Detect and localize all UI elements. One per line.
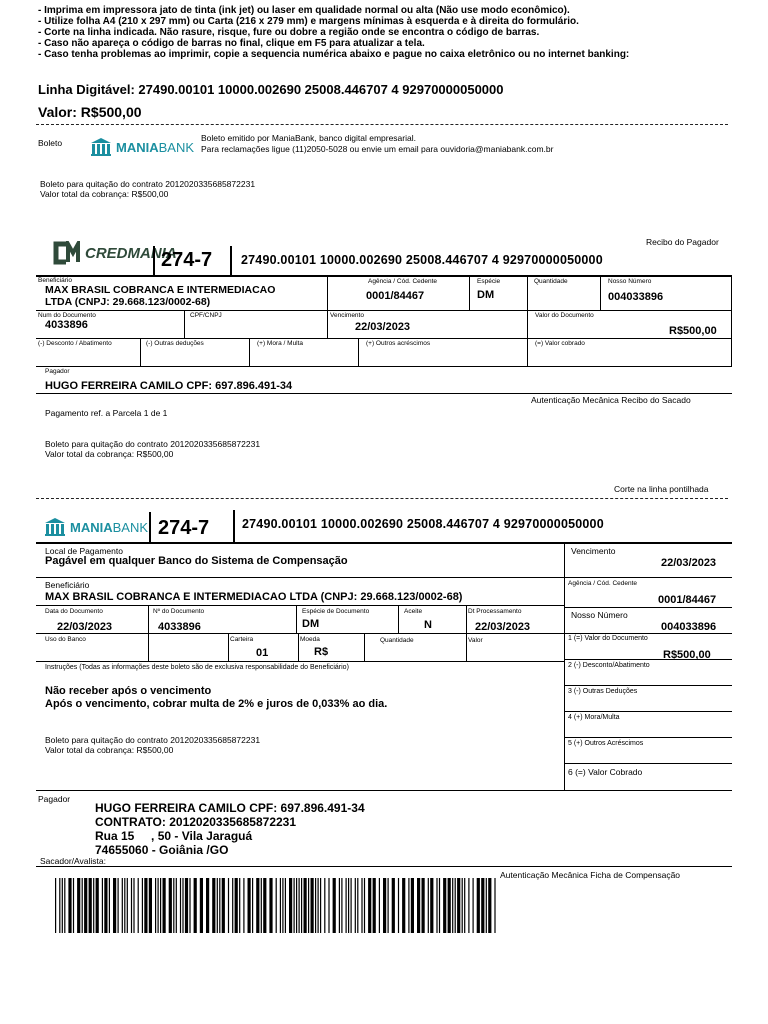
barcode-bar [263, 878, 266, 933]
barcode-bar [481, 878, 484, 933]
barcode-bar [457, 878, 460, 933]
logo-text-bank: BANK [158, 139, 195, 155]
bank-building-icon [90, 137, 112, 157]
barcode-bar [256, 878, 259, 933]
barcode-bar [430, 878, 433, 933]
lbl-valor-ficha: Valor [468, 637, 483, 644]
barcode-bar [138, 878, 139, 933]
barcode-bar [328, 878, 329, 933]
barcode-bar [133, 878, 134, 933]
barcode-bar [299, 878, 300, 933]
barcode-bar [368, 878, 371, 933]
barcode-bar [294, 878, 295, 933]
barcode-bar [468, 878, 469, 933]
instruction-line: - Utilize folha A4 (210 x 297 mm) ou Carta (216 x 279 mm) e margens mínimas à esquerda e à direita do formulário. [38, 16, 579, 27]
barcode-bar [176, 878, 177, 933]
barcode-bar [239, 878, 240, 933]
logo-text-mania: MANIA [116, 139, 159, 155]
lbl-beneficiario-ficha: Beneficiário [45, 580, 90, 590]
lbl-agencia: Agência / Cód. Cedente [368, 278, 438, 285]
print-instructions [38, 5, 758, 60]
lbl-desconto-ficha: 2 (-) Desconto/Abatimento [568, 662, 650, 669]
barcode-bar [428, 878, 429, 933]
autenticacao-ficha: Autenticação Mecânica Ficha de Compensação [500, 870, 681, 880]
barcode-bar [109, 878, 110, 933]
barcode-bar [443, 878, 446, 933]
parcela-text: Pagamento ref. a Parcela 1 de 1 [45, 408, 168, 418]
barcode-bar [217, 878, 218, 933]
cut-line [36, 124, 728, 125]
instruction-line: - Caso tenha problemas ao imprimir, copie a sequencia numérica abaixo e pague no caixa eletrônico ou no internet banking: [38, 49, 630, 60]
instruction-line: - Imprima em impressora jato de tinta (ink jet) ou laser em qualidade normal ou alta (Não use modo econômico). [38, 5, 570, 16]
barcode-bar [346, 878, 347, 933]
barcode-bar [73, 878, 74, 933]
lbl-mora-multa: (+) Mora / Multa [257, 340, 304, 347]
barcode-bar [373, 878, 376, 933]
barcode-bar [68, 878, 71, 933]
lbl-valor-cobrado-ficha: 6 (=) Valor Cobrado [568, 767, 643, 777]
barcode-bar [280, 878, 281, 933]
barcode-bar [158, 878, 159, 933]
barcode-bar [113, 878, 116, 933]
barcode-bar [160, 878, 161, 933]
especie-documento-value: DM [302, 618, 320, 630]
credmania-logo [52, 241, 177, 265]
barcode-bar [361, 878, 362, 933]
beneficiario-line1: MAX BRASIL COBRANCA E INTERMEDIACAO [45, 284, 276, 296]
barcode-bar [243, 878, 244, 933]
barcode-bar [206, 878, 209, 933]
barcode-bar [408, 878, 409, 933]
barcode-bar [448, 878, 451, 933]
barcode-bar [311, 878, 314, 933]
barcode-bar [398, 878, 399, 933]
barcode-bar [494, 878, 495, 933]
recibo-title: Recibo do Pagador [646, 237, 719, 247]
linha-digitavel: Linha Digitável: 27490.00101 10000.002690 25008.446707 4 92970000050000 [38, 82, 504, 97]
barcode-bar [464, 878, 465, 933]
moeda-value: R$ [314, 646, 329, 658]
lbl-beneficiario: Beneficiário [38, 277, 72, 284]
barcode-bar [155, 878, 156, 933]
barcode-bar [282, 878, 283, 933]
barcode-bar [422, 878, 425, 933]
maniabank-logo [90, 137, 194, 157]
carteira-value: 01 [256, 647, 269, 659]
lbl-outros-acrescimos-ficha: 5 (+) Outros Acréscimos [568, 740, 644, 747]
boleto-label: Boleto [38, 138, 63, 148]
barcode-bar [64, 878, 65, 933]
pagador-line3: Rua 15 , 50 - Vila Jaraguá [95, 829, 253, 843]
quitacao-text: Boleto para quitação do contrato 2012020335685872231 [40, 179, 256, 189]
quitacao-ficha: Boleto para quitação do contrato 2012020335685872231 [45, 735, 261, 745]
reclamacoes-text: Para reclamações ligue (11)2050-5028 ou envie um email para ouvidoria@maniabank.com.br [201, 144, 554, 154]
num-documento-value: 4033896 [45, 319, 88, 331]
barcode-bar [455, 878, 456, 933]
lbl-pagador: Pagador [45, 368, 70, 375]
barcode-bar [318, 878, 319, 933]
barcode-bar [228, 878, 229, 933]
barcode-bar [252, 878, 253, 933]
barcode-bar [82, 878, 83, 933]
barcode-bar [351, 878, 352, 933]
barcode-bar [304, 878, 307, 933]
barcode-bar [62, 878, 63, 933]
lbl-moeda: Moeda [300, 636, 320, 643]
lbl-instrucoes: Instruções (Todas as informações deste boleto são de exclusiva responsabilidade do Beneficiário) [45, 664, 349, 671]
corte-label: Corte na linha pontilhada [614, 484, 709, 494]
barcode-bar [383, 878, 386, 933]
barcode-bar [142, 878, 143, 933]
barcode-bar [222, 878, 225, 933]
barcode-bar [379, 878, 380, 933]
barcode-bar [169, 878, 172, 933]
lbl-agencia-ficha: Agência / Cód. Cedente [568, 580, 638, 587]
beneficiario-line2: LTDA (CNPJ: 29.668.123/0002-68) [45, 296, 211, 308]
barcode-bar [173, 878, 174, 933]
barcode-bar [473, 878, 474, 933]
barcode-bar [486, 878, 487, 933]
barcode-bar [235, 878, 238, 933]
vencimento-value: 22/03/2023 [355, 321, 411, 333]
barcode-bar [462, 878, 463, 933]
barcode-bar [348, 878, 349, 933]
logo-text-mania: MANIA [70, 519, 113, 535]
barcode-bar [477, 878, 480, 933]
barcode-bar [89, 878, 92, 933]
data-documento-value: 22/03/2023 [57, 621, 113, 633]
barcode-bar [96, 878, 99, 933]
barcode-bar [285, 878, 286, 933]
lbl-especie-documento: Espécie de Documento [302, 608, 370, 615]
valor-documento-value: R$500,00 [669, 325, 717, 337]
lbl-num-documento-ficha: Nº do Documento [153, 608, 205, 615]
barcode-bar [189, 878, 190, 933]
lbl-nosso-numero: Nosso Número [608, 278, 652, 285]
lbl-sacador-avalista: Sacador/Avalista: [40, 856, 106, 866]
instruction-line: - Caso não apareça o código de barras no final, clique em F5 para atualizar a tela. [38, 38, 425, 49]
beneficiario-ficha-value: MAX BRASIL COBRANCA E INTERMEDIACAO LTDA (CNPJ: 29.668.123/0002-68) [45, 591, 463, 603]
aceite-value: N [424, 619, 432, 631]
barcode-bar [339, 878, 340, 933]
barcode-bar [248, 878, 251, 933]
digitable-line: 27490.00101 10000.002690 25008.446707 4 92970000050000 [241, 253, 603, 267]
barcode-bar [402, 878, 405, 933]
barcode-bar [124, 878, 125, 933]
vencimento-ficha-value: 22/03/2023 [661, 557, 717, 569]
barcode-bar [355, 878, 356, 933]
lbl-data-documento: Data do Documento [45, 608, 103, 615]
agencia-value: 0001/84467 [366, 290, 425, 302]
lbl-quantidade: Quantidade [534, 278, 568, 285]
instrucao-2: Após o vencimento, cobrar multa de 2% e juros de 0,033% ao dia. [45, 698, 388, 710]
lbl-dt-processamento: Dt Processamento [468, 608, 522, 615]
pagador-line2: CONTRATO: 2012020335685872231 [95, 815, 297, 829]
barcode-bar [357, 878, 358, 933]
lbl-valor-documento: Valor do Documento [535, 312, 594, 319]
lbl-nosso-numero-ficha: Nosso Número [571, 610, 628, 620]
bank-code-ficha: 274-7 [158, 517, 210, 539]
barcode-bar [341, 878, 342, 933]
barcode-bar [261, 878, 262, 933]
valor-total-recibo: Valor total da cobrança: R$500,00 [45, 449, 174, 459]
valor-total-header: Valor: R$500,00 [38, 104, 142, 120]
lbl-quantidade-ficha: Quantidade [380, 637, 414, 644]
barcode-bar [269, 878, 272, 933]
barcode-bar [182, 878, 183, 933]
lbl-outros-acrescimos: (+) Outros acréscimos [366, 340, 431, 347]
barcode-bar [55, 878, 56, 933]
barcode-bar [296, 878, 297, 933]
valor-total-ficha: Valor total da cobrança: R$500,00 [45, 745, 174, 755]
barcode-bar [200, 878, 203, 933]
barcode-bar [185, 878, 188, 933]
barcode-bar [232, 878, 233, 933]
agencia-ficha-value: 0001/84467 [658, 594, 717, 606]
barcode-bar [392, 878, 395, 933]
barcode-bar [301, 878, 302, 933]
barcode-bar [411, 878, 414, 933]
lbl-carteira: Carteira [230, 636, 254, 643]
cut-line-2 [36, 498, 728, 499]
barcode-bar [212, 878, 215, 933]
barcode-bar [118, 878, 119, 933]
barcode-bar [77, 878, 80, 933]
lbl-desconto: (-) Desconto / Abatimento [38, 340, 112, 347]
lbl-cpf-cnpj: CPF/CNPJ [190, 312, 222, 319]
barcode-bar [324, 878, 325, 933]
barcode-bar [417, 878, 420, 933]
barcode-bar [289, 878, 292, 933]
lbl-especie: Espécie [477, 278, 501, 285]
barcode-bar [364, 878, 365, 933]
bank-building-icon [44, 517, 66, 537]
barcode [55, 878, 500, 933]
cm-monogram-icon [52, 241, 82, 265]
barcode-bar [488, 878, 491, 933]
barcode-bar [104, 878, 107, 933]
barcode-bar [102, 878, 103, 933]
quitacao-recibo: Boleto para quitação do contrato 2012020335685872231 [45, 439, 261, 449]
barcode-bar [127, 878, 128, 933]
logo-text-bank: BANK [112, 519, 149, 535]
barcode-bar [59, 878, 60, 933]
maniabank-logo-ficha [44, 517, 148, 537]
instruction-line: - Corte na linha indicada. Não rasure, risque, fure ou dobre a região onde se encontra o código de barras. [38, 27, 540, 38]
nosso-numero-value: 004033896 [608, 291, 664, 303]
barcode-bar [315, 878, 316, 933]
pagador-line4: 74655060 - Goiânia /GO [95, 843, 229, 857]
barcode-bar [144, 878, 147, 933]
nosso-numero-ficha-value: 004033896 [661, 621, 717, 633]
lbl-valor-cobrado: (=) Valor cobrado [535, 340, 585, 347]
barcode-bar [180, 878, 181, 933]
lbl-num-documento: Num do Documento [38, 312, 96, 319]
barcode-bar [194, 878, 197, 933]
barcode-bar [122, 878, 123, 933]
instrucao-1: Não receber após o vencimento [45, 685, 212, 697]
barcode-bar [93, 878, 94, 933]
lbl-uso-banco: Uso do Banco [45, 636, 86, 643]
barcode-bar [308, 878, 309, 933]
barcode-bar [84, 878, 87, 933]
local-pagamento-value: Pagável em qualquer Banco do Sistema de Compensação [45, 555, 348, 567]
barcode-bar [388, 878, 389, 933]
lbl-pagador-ficha: Pagador [38, 794, 71, 804]
autenticacao-recibo: Autenticação Mecânica Recibo do Sacado [531, 395, 691, 405]
dt-processamento-value: 22/03/2023 [475, 621, 531, 633]
pagador-value: HUGO FERREIRA CAMILO CPF: 697.896.491-34 [45, 380, 293, 392]
barcode-bar [276, 878, 277, 933]
bank-code: 274-7 [161, 249, 213, 271]
lbl-local-pagamento: Local de Pagamento [45, 546, 123, 556]
barcode-bar [320, 878, 321, 933]
lbl-outras-deducoes-ficha: 3 (-) Outras Deduções [568, 688, 638, 695]
lbl-vencimento-ficha: Vencimento [571, 546, 616, 556]
digitable-line-ficha: 27490.00101 10000.002690 25008.446707 4 92970000050000 [242, 517, 604, 531]
barcode-bar [439, 878, 440, 933]
lbl-outras-deducoes: (-) Outras deduções [146, 340, 204, 347]
barcode-bar [436, 878, 437, 933]
lbl-aceite: Aceite [404, 608, 423, 615]
lbl-valor-documento-ficha: 1 (=) Valor do Documento [568, 635, 648, 642]
barcode-bar [452, 878, 453, 933]
lbl-vencimento: Vencimento [330, 312, 364, 319]
barcode-bar [131, 878, 132, 933]
lbl-mora-multa-ficha: 4 (+) Mora/Multa [568, 714, 620, 721]
logo-text-credmania: CREDMANIA [85, 244, 177, 262]
valor-total-text: Valor total da cobrança: R$500,00 [40, 189, 169, 199]
especie-value: DM [477, 289, 495, 301]
pagador-line1: HUGO FERREIRA CAMILO CPF: 697.896.491-34 [95, 801, 365, 815]
barcode-bar [149, 878, 152, 933]
emitido-text: Boleto emitido por ManiaBank, banco digital empresarial. [201, 133, 416, 143]
barcode-bar [163, 878, 166, 933]
barcode-bar [333, 878, 336, 933]
num-documento-ficha-value: 4033896 [158, 621, 201, 633]
valor-documento-ficha-value: R$500,00 [663, 649, 711, 661]
barcode-bar [219, 878, 220, 933]
